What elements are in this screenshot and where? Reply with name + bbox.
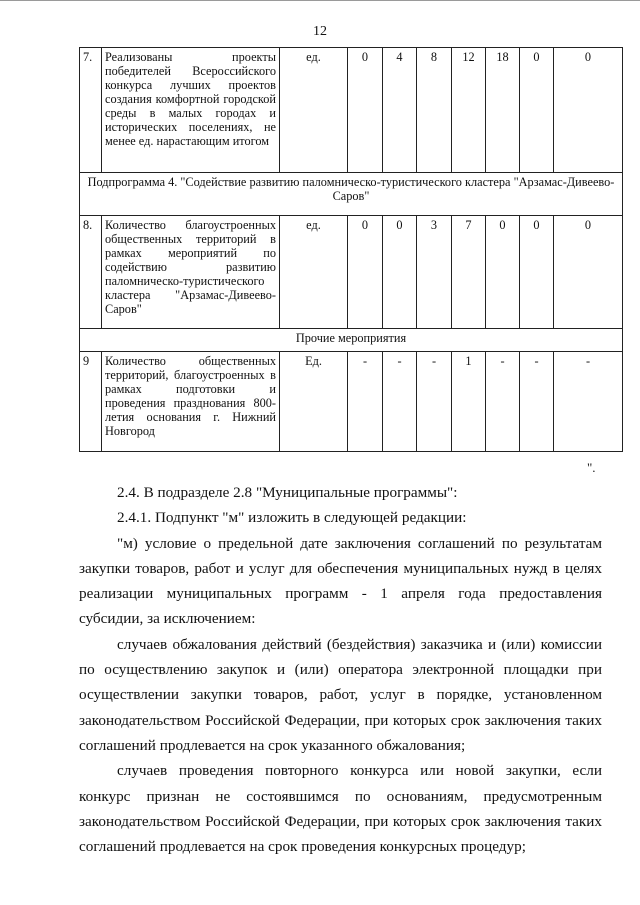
value-cell: 18	[486, 48, 520, 173]
page-number: 12	[313, 24, 327, 39]
row-number: 7.	[80, 48, 102, 173]
table-row	[80, 48, 623, 173]
paragraph-exception-repeat-tender: случаев проведения повторного конкурса или новой закупки, если конкурс признан не состоявшимся по основаниям, предусмотренным законодательством Российской Федерации, при которых срок заключения таких соглашений продлевается на срок проведения конкурсных процедур;	[79, 762, 602, 856]
value-cell: 12	[452, 48, 486, 173]
value-cell: 0	[348, 216, 383, 329]
paragraph-exception-appeal: случаев обжалования действий (бездействия) заказчика и (или) комиссии по осуществлению закупок и (или) оператора электронной площадки при осуществлении закупки товаров, работ, услуг в порядке, установленном законодательством Российской Федерации, при которых срок заключения таких соглашений продлевается на срок указанного обжалования;	[79, 635, 602, 754]
value-cell: 0	[520, 216, 554, 329]
indicator-name-text: Количество общественных территорий, благоустроенных в рамках подготовки и проведения празднования 800-летия основания г. Нижний Новгород	[105, 354, 276, 438]
value-cell: 7	[452, 216, 486, 329]
paragraph-section-2-4-1: 2.4.1. Подпункт "м" изложить в следующей редакции:	[117, 509, 467, 527]
value-cell: -	[520, 352, 554, 452]
paragraph-section-2-4: 2.4. В подразделе 2.8 "Муниципальные программы":	[117, 484, 458, 501]
value-cell: 0	[520, 48, 554, 173]
value-cell: 0	[348, 48, 383, 173]
other-activities-heading: Прочие мероприятия	[80, 329, 623, 352]
unit-cell: ед.	[280, 216, 348, 329]
table-section-row	[80, 329, 623, 352]
indicator-name	[102, 352, 280, 452]
document-body	[79, 480, 602, 859]
indicator-name-text: Количество благоустроенных общественных территорий в рамках мероприятий по содействию развитию паломническо-туристического кластера "Арзамас-Дивеево-Саров"	[105, 218, 276, 316]
value-cell: -	[554, 352, 623, 452]
indicator-name	[102, 216, 280, 329]
closing-quote: ".	[587, 460, 596, 475]
value-cell: -	[383, 352, 417, 452]
table-row	[80, 352, 623, 452]
value-cell: 8	[417, 48, 452, 173]
value-cell: 0	[554, 48, 623, 173]
subprogram-heading: Подпрограмма 4. "Содействие развитию паломническо-туристического кластера "Арзамас-Дивеево-Саров"	[80, 173, 623, 216]
unit-cell: ед.	[280, 48, 348, 173]
paragraph-subitem-m: "м) условие о предельной дате заключения соглашений по результатам закупки товаров, работ и услуг для обеспечения муниципальных нужд в целях реализации муниципальных программ - 1 апреля года предоставления субсидии, за исключением:	[79, 534, 602, 628]
value-cell: 4	[383, 48, 417, 173]
page-top-edge	[0, 0, 640, 1]
indicator-name-text: Реализованы проекты победителей Всероссийского конкурса лучших проектов создания комфортной городской среды в малых городах и исторических поселениях, не менее ед. нарастающим итогом	[105, 50, 276, 148]
row-number: 8.	[80, 216, 102, 329]
unit-cell: Ед.	[280, 352, 348, 452]
indicator-name	[102, 48, 280, 173]
value-cell: 3	[417, 216, 452, 329]
value-cell: -	[486, 352, 520, 452]
value-cell: 0	[383, 216, 417, 329]
table-row	[80, 216, 623, 329]
value-cell: -	[417, 352, 452, 452]
value-cell: 0	[486, 216, 520, 329]
value-cell: -	[348, 352, 383, 452]
value-cell: 1	[452, 352, 486, 452]
indicators-table	[79, 47, 623, 452]
table-section-row	[80, 173, 623, 216]
row-number: 9	[80, 352, 102, 452]
value-cell: 0	[554, 216, 623, 329]
